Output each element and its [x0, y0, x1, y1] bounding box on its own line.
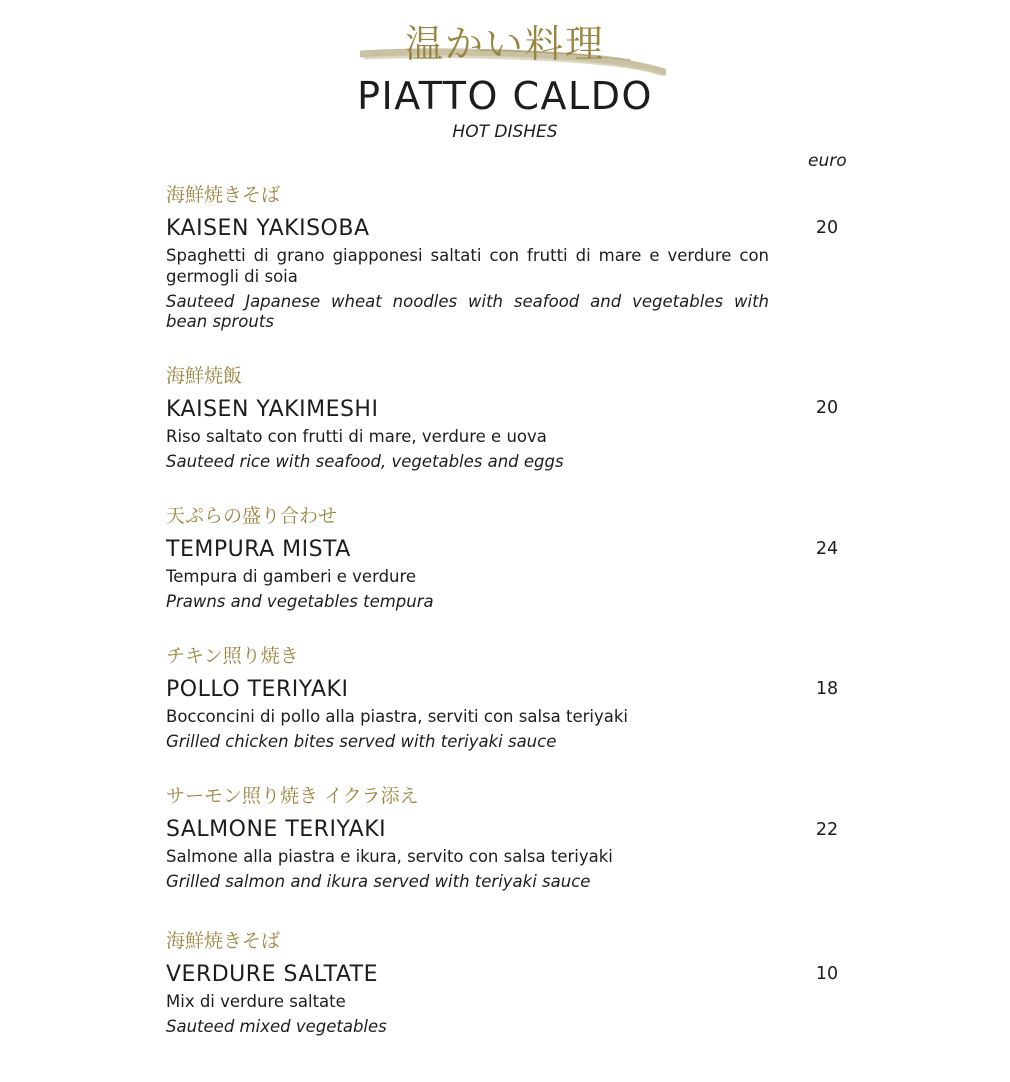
item-description-english: Sauteed Japanese wheat noodles with seafood and vegetables with bean sprouts	[166, 292, 769, 331]
menu-item	[166, 504, 769, 612]
item-japanese-name: 天ぷらの盛り合わせ	[166, 505, 338, 527]
item-price: 20	[815, 398, 839, 418]
menu-item	[166, 929, 769, 1037]
item-name: TEMPURA MISTA	[166, 537, 351, 562]
menu-item	[166, 364, 769, 472]
item-japanese-name: 海鮮焼きそば	[166, 930, 281, 952]
item-name: KAISEN YAKIMESHI	[166, 397, 379, 422]
item-japanese-name: 海鮮焼飯	[166, 365, 243, 387]
item-description-italian: Mix di verdure saltate	[166, 992, 346, 1011]
item-name: VERDURE SALTATE	[166, 962, 379, 987]
menu-item	[166, 784, 769, 892]
menu-item	[166, 183, 769, 332]
item-price: 10	[815, 964, 839, 984]
item-description-italian: Riso saltato con frutti di mare, verdure e uova	[166, 427, 547, 446]
item-description-english: Grilled salmon and ikura served with teriyaki sauce	[166, 872, 591, 891]
menu-item	[166, 644, 769, 752]
item-description-italian: Spaghetti di grano giapponesi saltati con frutti di mare e verdure con germogli di soia	[166, 246, 769, 286]
japanese-section-title: 温かい料理	[404, 22, 605, 66]
item-description-italian: Salmone alla piastra e ikura, servito con salsa teriyaki	[166, 847, 613, 866]
item-price: 24	[815, 539, 839, 559]
section-subtitle: HOT DISHES	[452, 122, 558, 142]
item-price: 20	[815, 218, 839, 238]
item-description-italian: Bocconcini di pollo alla piastra, serviti con salsa teriyaki	[166, 707, 628, 726]
item-price: 18	[815, 679, 839, 699]
item-name: KAISEN YAKISOBA	[166, 216, 370, 241]
item-description-english: Sauteed mixed vegetables	[166, 1017, 387, 1036]
item-name: SALMONE TERIYAKI	[166, 817, 387, 842]
item-name: POLLO TERIYAKI	[166, 677, 349, 702]
item-description-english: Sauteed rice with seafood, vegetables and eggs	[166, 452, 564, 471]
item-price: 22	[815, 820, 839, 840]
currency-label: euro	[808, 151, 847, 171]
item-japanese-name: 海鮮焼きそば	[166, 184, 281, 206]
section-title: PIATTO CALDO	[357, 74, 653, 118]
item-description-english: Prawns and vegetables tempura	[166, 592, 434, 611]
item-japanese-name: チキン照り焼き	[166, 645, 299, 667]
item-japanese-name: サーモン照り焼き イクラ添え	[166, 785, 419, 807]
item-description-english: Grilled chicken bites served with teriyaki sauce	[166, 732, 557, 751]
item-description-italian: Tempura di gamberi e verdure	[166, 567, 417, 586]
